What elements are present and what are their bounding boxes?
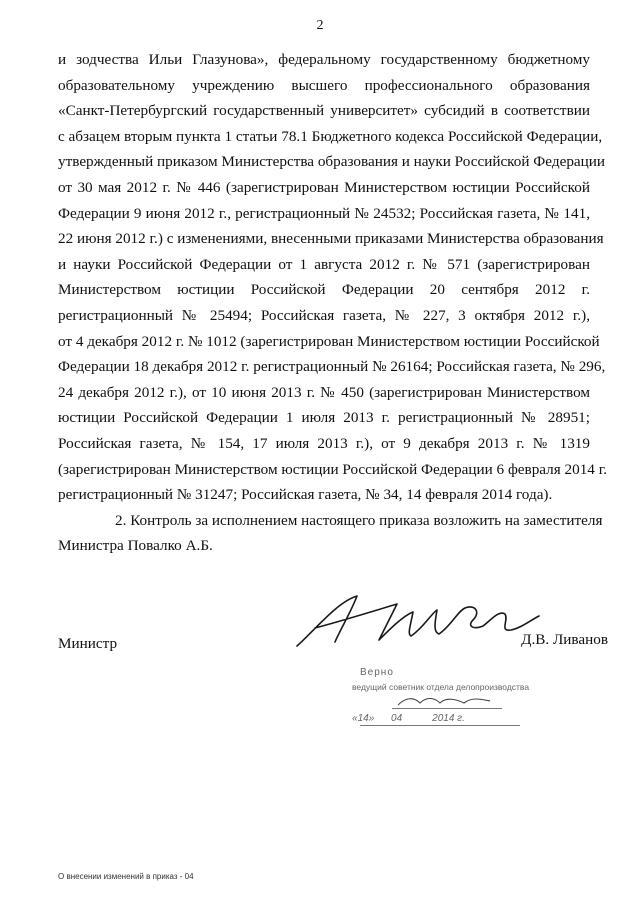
stamp-signature [394,693,504,714]
text-line: регистрационный № 25494; Российская газета, № 227, 3 октября 2012 г.), [58,306,590,324]
stamp-date-month: 04 [391,713,403,724]
minister-name: Д.В. Ливанов [521,631,608,648]
stamp-date-day: 14 [357,713,369,724]
certification-stamp [352,667,542,742]
text-line: и зодчества Ильи Глазунова», федеральному государственному бюджетному [58,51,590,68]
signature-block [58,590,608,670]
text-line: 22 июня 2012 г.) с изменениями, внесенными приказами Министерства образования [58,230,604,248]
document-body [58,47,608,559]
footer-label: О внесении изменений в приказ - 04 [58,872,194,881]
stamp-date-year: 2014 г. [432,713,465,724]
text-line: регистрационный № 31247; Российская газета, № 34, 14 февраля 2014 года). [58,486,553,504]
text-line: от 30 мая 2012 г. № 446 (зарегистрирован Министерством юстиции Российской [58,178,590,196]
text-line: Российская газета, № 154, 17 июля 2013 г.), от 9 декабря 2013 г. № 1319 [58,434,590,452]
text-line: юстиции Российской Федерации 1 июля 2013 г. регистрационный № 28951; [58,409,590,427]
text-line: (зарегистрирован Министерством юстиции Российской Федерации 6 февраля 2014 г. [58,460,608,478]
text-line: от 4 декабря 2012 г. № 1012 (зарегистрирован Министерством юстиции Российской [58,332,600,350]
minister-title: Министр [58,635,118,652]
handwritten-signature [285,590,545,657]
text-line: Министерством юстиции Российской Федерации 20 сентября 2012 г. [58,281,590,299]
text-line: 24 декабря 2012 г.), от 10 июня 2013 г. № 450 (зарегистрирован Министерством [58,383,590,401]
stamp-date: «14» 04 2014 г. [352,713,465,724]
text-line: «Санкт-Петербургский государственный университет» субсидий в соответствии [58,102,590,120]
text-line: Министра Повалко А.Б. [58,537,213,555]
text-line: Федерации 9 июня 2012 г., регистрационный № 24532; Российская газета, № 141, [58,204,590,222]
text-line: утвержденный приказом Министерства образования и науки Российской Федерации [58,153,606,171]
text-line: с абзацем вторым пункта 1 статьи 78.1 Бюджетного кодекса Российской Федерации, [58,127,603,145]
text-line: образовательному учреждению высшего профессионального образования [58,76,590,94]
stamp-verified-word: Верно [360,667,394,678]
text-line: 2. Контроль за исполнением настоящего приказа возложить на заместителя [115,511,603,529]
text-line: Федерации 18 декабря 2012 г. регистрационный № 26164; Российская газета, № 296, [58,358,606,376]
stamp-position: ведущий советник отдела делопроизводства [352,682,530,692]
text-line: и науки Российской Федерации от 1 августа 2012 г. № 571 (зарегистрирован [58,255,590,273]
page-number: 2 [316,18,324,33]
